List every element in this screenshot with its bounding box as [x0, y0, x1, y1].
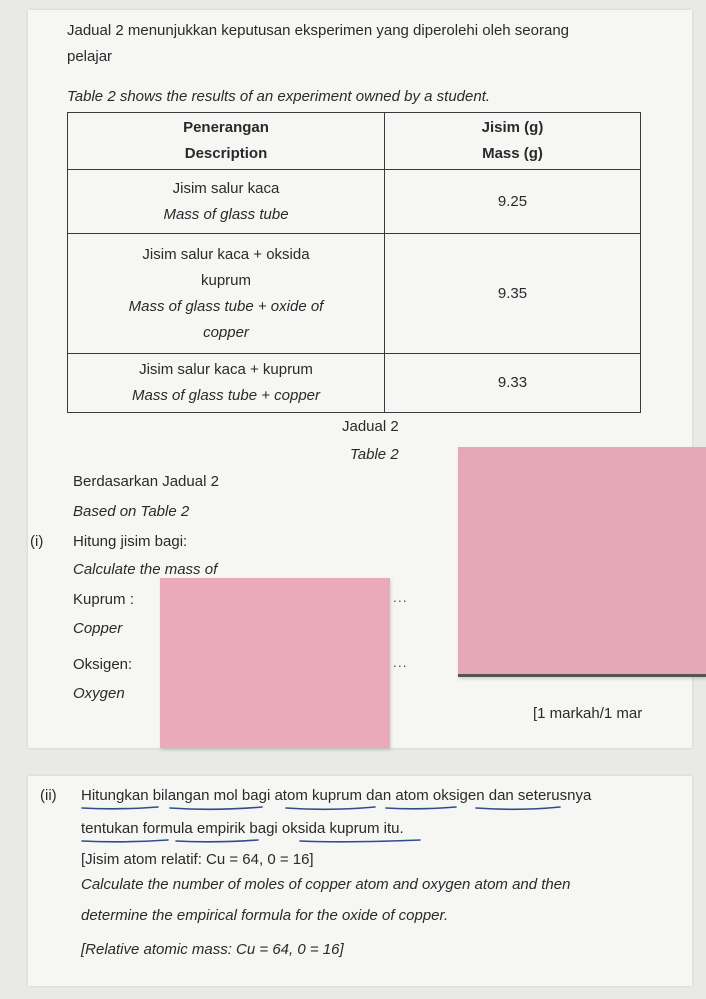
answer-blank-copper: ...	[393, 589, 408, 605]
based-on-en: Based on Table 2	[73, 503, 190, 520]
header-description-en: Description	[184, 145, 268, 162]
header-description-ms: Penerangan	[183, 119, 269, 136]
sticky-note-edge-line	[458, 674, 706, 677]
relative-mass-en: [Relative atomic mass: Cu = 64, 0 = 16]	[81, 941, 344, 958]
row-desc-line: Mass of glass tube	[163, 205, 289, 223]
question-ii-label: (ii)	[40, 787, 57, 804]
copper-label-en: Copper	[73, 620, 123, 637]
table-row	[68, 234, 641, 354]
copper-label-ms: Kuprum :	[73, 591, 134, 608]
oxygen-label-en: Oxygen	[73, 685, 125, 702]
relative-mass-ms: [Jisim atom relatif: Cu = 64, 0 = 16]	[81, 851, 314, 868]
row-desc-line: Mass of glass tube + oxide of	[128, 297, 324, 315]
row-desc-line: Mass of glass tube + copper	[131, 387, 321, 404]
based-on-ms: Berdasarkan Jadual 2	[73, 473, 219, 490]
intro-english-line: Table 2 shows the results of an experiment owned by a student.	[67, 88, 491, 105]
question-i-label: (i)	[30, 533, 44, 550]
intro-malay-line-2: pelajar	[67, 48, 113, 65]
row-description	[68, 234, 385, 354]
question-ii-en-line-2: determine the empirical formula for the oxide of copper.	[81, 907, 449, 924]
row-desc-line: Jisim salur kaca	[172, 179, 280, 197]
row-description	[68, 354, 385, 413]
table-row	[68, 354, 641, 413]
row-desc-line: Jisim salur kaca + oksida	[142, 245, 310, 263]
row-mass-value: 9.33	[385, 354, 641, 413]
table-caption-en: Table 2	[350, 446, 399, 463]
table-header-row	[68, 113, 641, 170]
header-description	[68, 113, 385, 170]
row-desc-line: copper	[203, 323, 249, 341]
oxygen-label-ms: Oksigen:	[73, 656, 133, 673]
header-mass-en: Mass (g)	[482, 145, 543, 162]
row-desc-line: Jisim salur kaca + kuprum	[139, 361, 313, 378]
sticky-note-large	[458, 447, 706, 677]
intro-malay-line-1: Jadual 2 menunjukkan keputusan eksperimen yang diperolehi oleh seorang	[67, 22, 570, 39]
row-desc-line: kuprum	[200, 271, 252, 289]
calculate-en: Calculate the mass of	[73, 561, 218, 578]
results-table	[67, 112, 641, 413]
question-ii-ms-line-1: Hitungkan bilangan mol bagi atom kuprum dan atom oksigen dan seterusnya	[81, 787, 592, 804]
header-mass-ms: Jisim (g)	[481, 119, 544, 136]
table-caption-ms: Jadual 2	[342, 418, 399, 435]
row-description	[68, 170, 385, 234]
question-ii-en-line-1: Calculate the number of moles of copper atom and oxygen atom and then	[81, 876, 571, 893]
row-mass-value: 9.35	[385, 234, 641, 354]
question-ii-ms-line-2: tentukan formula empirik bagi oksida kuprum itu.	[81, 820, 404, 837]
sticky-note-small	[160, 578, 390, 748]
marks-label: [1 markah/1 mar	[533, 705, 643, 722]
answer-blank-oxygen: ...	[393, 654, 408, 670]
row-mass-value: 9.25	[385, 170, 641, 234]
table-row	[68, 170, 641, 234]
header-mass	[385, 113, 641, 170]
calculate-ms: Hitung jisim bagi:	[73, 533, 188, 550]
